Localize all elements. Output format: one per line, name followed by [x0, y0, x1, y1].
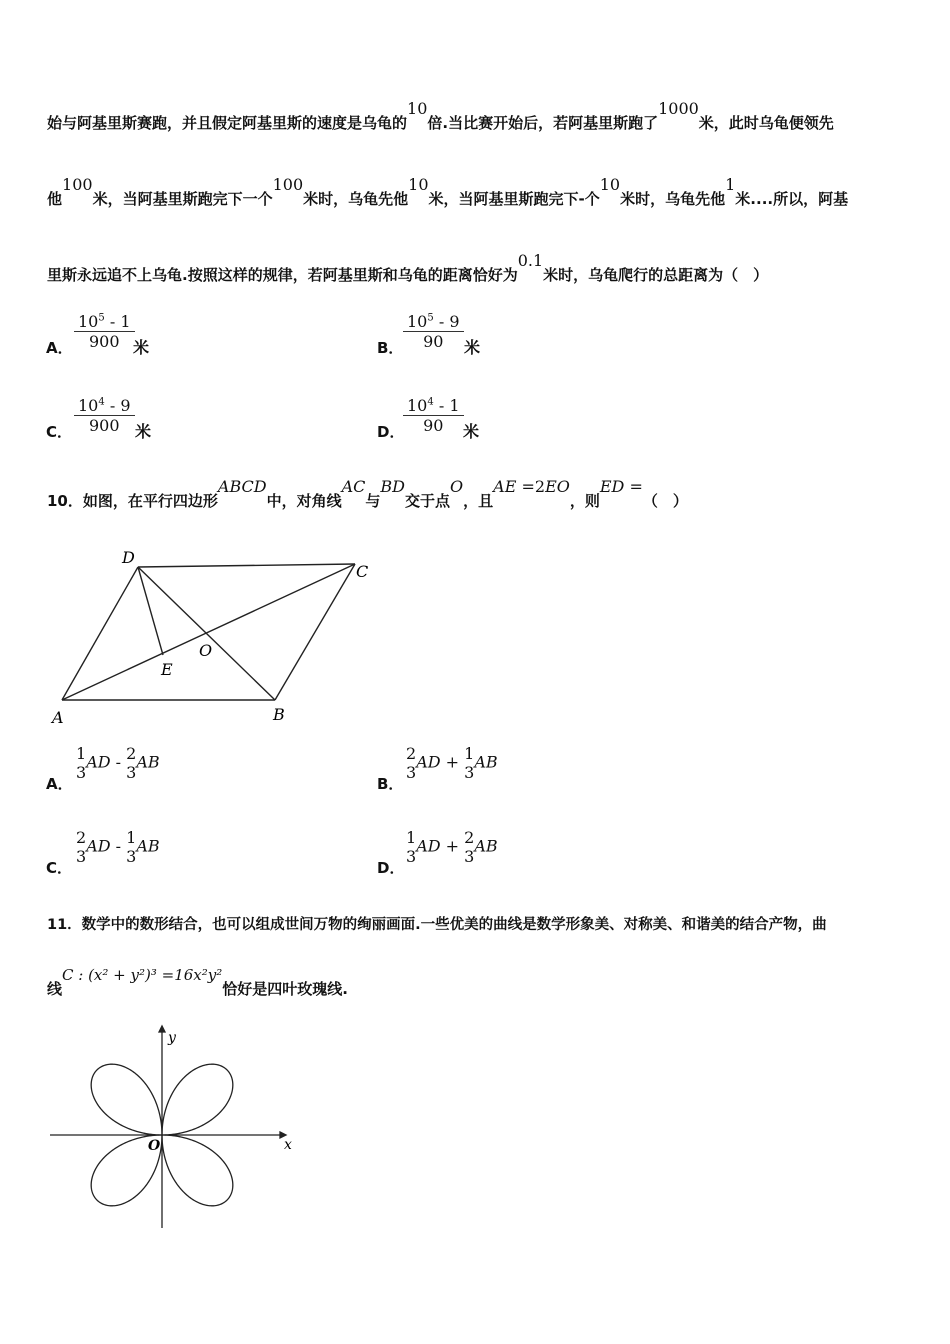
edge-ad: [62, 567, 138, 700]
q11-line-1: 11．数学中的数形结合，也可以组成世间万物的绚丽画面.一些优美的曲线是数学形象美、对称美、和谐美的结合产物，曲: [47, 917, 827, 933]
label-d: D: [122, 548, 135, 567]
fraction: $\frac{10^5 - 1}{900}$: [74, 312, 135, 351]
q10-stem: 10．如图，在平行四边形ABCD中，对角线AC与BD交于点O，且AE =2EO，则ED =（ ）: [47, 477, 688, 510]
label-a: A: [52, 708, 64, 727]
num-10: 10: [407, 99, 428, 118]
rose-curve-equation: C : (x² + y²)³ =16x²y²: [62, 966, 223, 984]
diagonal-bd: [138, 567, 275, 700]
edge-cb: [275, 564, 355, 700]
parallelogram-figure: [40, 540, 390, 730]
fraction: $\frac{10^4 - 1}{90}$: [403, 396, 464, 435]
diagonal-ac: [62, 564, 355, 700]
y-label: y: [168, 1030, 176, 1046]
four-leaf-rose-figure: [40, 1020, 300, 1240]
fraction: $\frac{10^5 - 9}{90}$: [403, 312, 464, 351]
segment-de: [138, 567, 163, 655]
edge-dc: [138, 564, 355, 567]
label-o: O: [199, 641, 213, 660]
q9-line-3: 里斯永远追不上乌龟.按照这样的规律，若阿基里斯和乌龟的距离恰好为0.1米时，乌龟爬行的总距离为（ ）: [47, 251, 769, 284]
label-c: C: [356, 562, 369, 581]
q9-line-2: 他100米，当阿基里斯跑完下一个100米时，乌龟先他10米，当阿基里斯跑完下-个10米时，乌龟先他1米....所以，阿基: [47, 175, 849, 208]
label-e: E: [161, 660, 173, 679]
q11-line-2: 线C : (x² + y²)³ =16x²y²恰好是四叶玫瑰线.: [47, 966, 348, 998]
origin-label: O: [148, 1138, 161, 1154]
num-1000: 1000: [658, 99, 699, 118]
q9-line-1: 始与阿基里斯赛跑，并且假定阿基里斯的速度是乌龟的10倍.当比赛开始后，若阿基里斯跑了1000米，此时乌龟便领先: [47, 99, 834, 132]
y-axis-arrow: [159, 1026, 165, 1032]
fraction: $\frac{10^4 - 9}{900}$: [74, 396, 135, 435]
label-b: B: [273, 705, 285, 724]
x-label: x: [284, 1137, 292, 1153]
